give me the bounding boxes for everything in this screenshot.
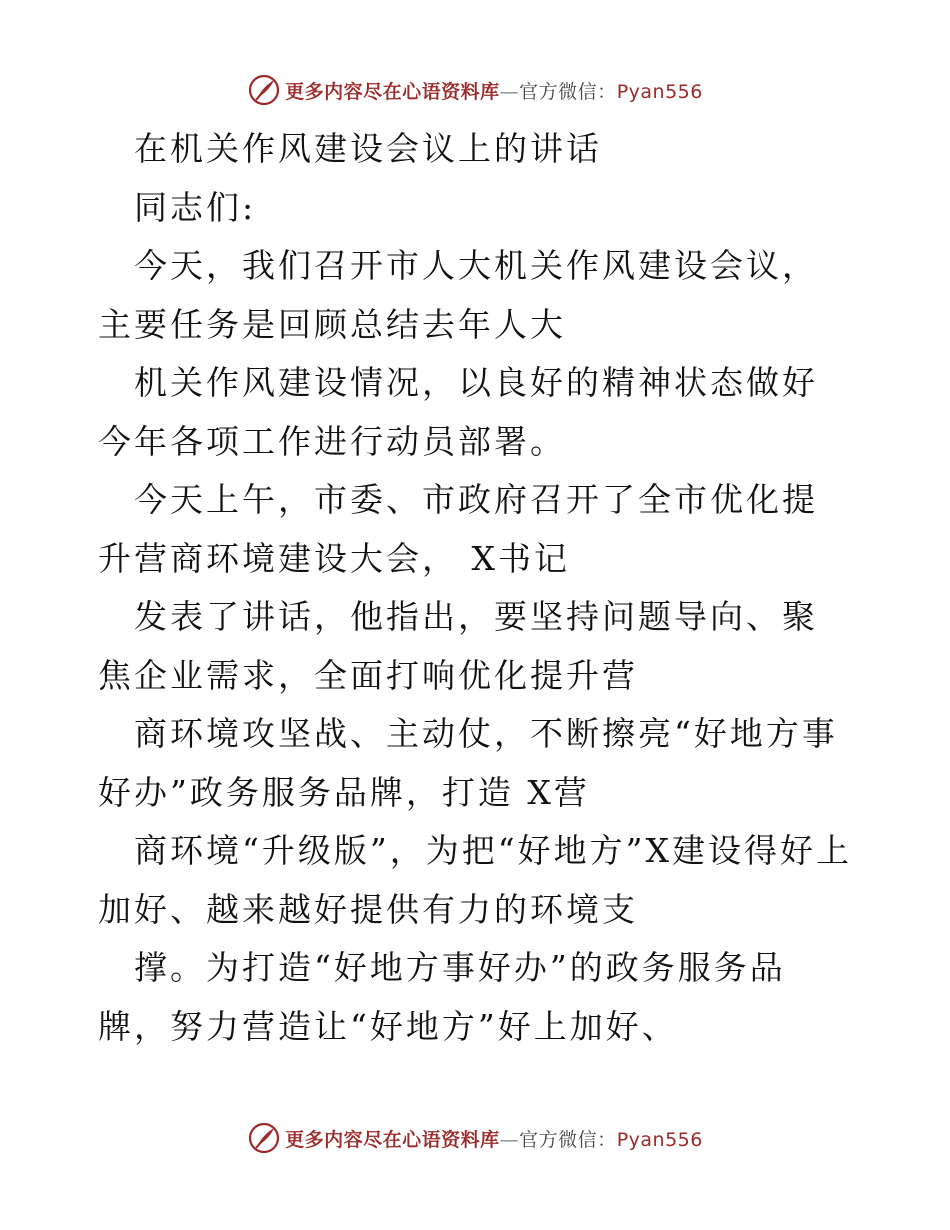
quill-logo-icon [247,73,281,107]
footer-banner [0,1118,950,1158]
paragraph-1: 今天，我们召开市人大机关作风建设会议，主要任务是回顾总结去年人大 [98,246,818,344]
paragraph-3: 今天上午，市委、市政府召开了全市优化提升营商环境建设大会， X书记 [98,480,818,578]
paragraph-6: 商环境“升级版”，为把“好地方”X建设得好上加好、越来越好提供有力的环境支 [98,831,852,929]
banner-main-text: 更多内容尽在心语资料库 [285,1128,500,1151]
document-body [98,120,852,1056]
banner-main-text: 更多内容尽在心语资料库 [285,80,500,103]
banner-dash: — [499,1128,520,1151]
header-banner [0,70,950,110]
paragraph-4: 发表了讲话，他指出，要坚持问题导向、聚焦企业需求，全面打响优化提升营 [98,597,818,695]
banner-wechat-id: Pyan556 [616,1128,703,1151]
greeting: 同志们: [134,187,257,227]
paragraph-7: 撑。为打造“好地方事好办”的政务服务品牌，努力营造让“好地方”好上加好、 [98,948,786,1046]
document-title: 在机关作风建设会议上的讲话 [134,129,602,168]
quill-logo-icon [247,1121,281,1155]
paragraph-5: 商环境攻坚战、主动仗，不断擦亮“好地方事好办”政务服务品牌，打造 X营 [98,714,838,812]
banner-wechat-id: Pyan556 [616,80,703,103]
banner-wechat-label: 官方微信： [519,1128,617,1151]
banner-dash: — [499,80,520,103]
paragraph-2: 机关作风建设情况，以良好的精神状态做好今年各项工作进行动员部署。 [98,363,818,461]
banner-text [285,1125,703,1152]
banner-text [285,77,703,104]
banner-wechat-label: 官方微信： [519,80,617,103]
